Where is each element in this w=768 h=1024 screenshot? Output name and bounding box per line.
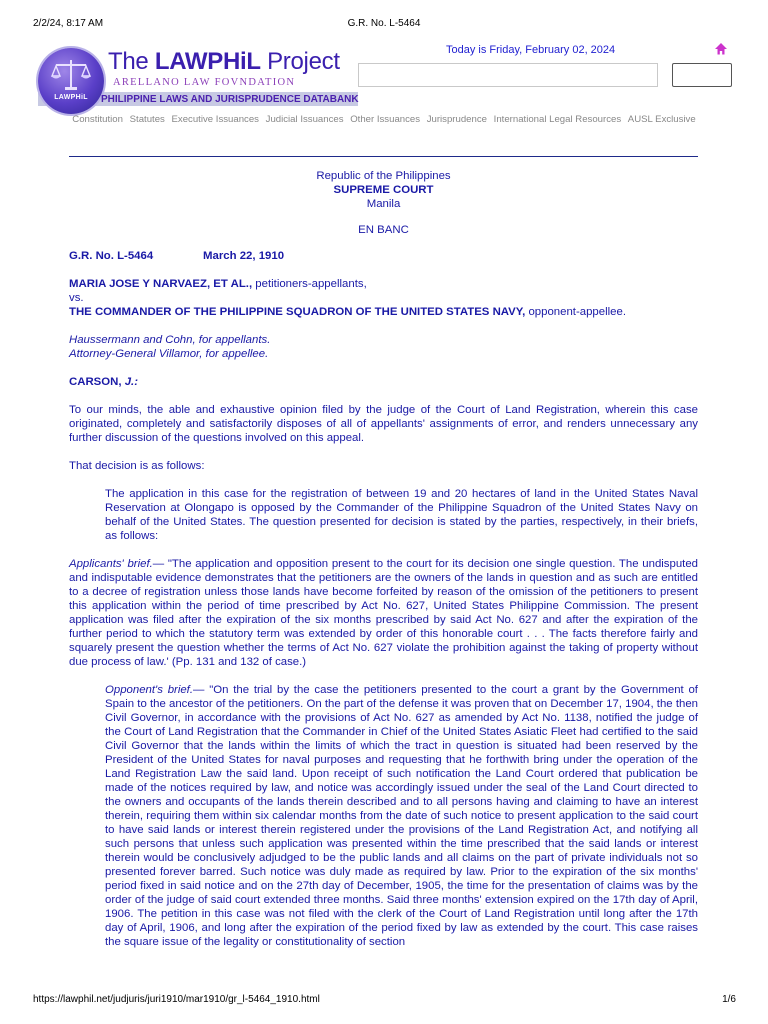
search-button[interactable]	[672, 63, 732, 87]
opponent-brief	[69, 683, 698, 949]
site-title-brand: LAWPHiL	[154, 48, 261, 75]
search-input[interactable]	[358, 63, 658, 87]
today-date: Today is Friday, February 02, 2024	[446, 44, 616, 56]
print-datetime: 2/2/24, 8:17 AM	[33, 18, 104, 29]
header-divider	[69, 156, 698, 157]
petitioner-line	[69, 277, 698, 291]
counsel-appellee: Attorney-General Villamor, for appellee.	[69, 348, 269, 360]
ponente	[69, 375, 698, 389]
paragraph-3: The application in this case for the registration of between 19 and 20 hectares of land in the United States Naval Reservation at Olongapo is opposed by the Commander of the Philippine Squadron of the United States Navy on behalf of the United States. The question presented for decision is stated by the parties, respectively, in their briefs, as follows:	[105, 488, 698, 542]
applicants-brief	[69, 557, 698, 669]
paragraph-1: To our minds, the able and exhaustive opinion filed by the judge of the Court of Land Registration, wherein this case originated, completely and satisfactorily disposes of all of appellants' assignments of error, and renders unnecessary any further discussion of the questions involved on this appeal.	[69, 404, 698, 444]
respondent-line	[69, 305, 698, 319]
respondent-role: opponent-appellee.	[525, 306, 626, 318]
nav-international-legal-resources[interactable]: International Legal Resources	[493, 114, 622, 125]
print-title: G.R. No. L-5464	[347, 18, 421, 29]
site-title	[108, 48, 340, 76]
site-logo[interactable]	[38, 42, 358, 112]
print-page-number: 1/6	[722, 994, 736, 1005]
petitioner-name: MARIA JOSE Y NARVAEZ, ET AL.,	[69, 278, 253, 290]
nav-executive-issuances[interactable]: Executive Issuances	[171, 114, 259, 125]
site-subtitle: ARELLANO LAW FOVNDATION	[113, 77, 296, 88]
logo-emblem	[38, 48, 104, 114]
division: EN BANC	[358, 224, 409, 236]
site-tagline: PHILIPPINE LAWS AND JURISPRUDENCE DATABANK	[101, 94, 359, 105]
logo-circle-label: LAWPHiL	[54, 94, 88, 101]
scales-of-justice-icon	[48, 56, 94, 94]
versus: vs.	[69, 292, 84, 304]
petitioner-role: petitioners-appellants,	[252, 278, 367, 290]
respondent-name: THE COMMANDER OF THE PHILIPPINE SQUADRON OF THE UNITED STATES NAVY,	[69, 306, 526, 318]
ponente-title: J.:	[124, 376, 138, 388]
nav-judicial-issuances[interactable]: Judicial Issuances	[265, 114, 344, 125]
site-title-prefix: The	[108, 48, 155, 75]
home-icon[interactable]	[714, 42, 728, 56]
site-title-suffix: Project	[260, 48, 340, 75]
republic-line: Republic of the Philippines	[316, 170, 451, 182]
nav-statutes[interactable]: Statutes	[129, 114, 165, 125]
main-nav	[0, 114, 768, 125]
decision-date: March 22, 1910	[203, 250, 285, 262]
nav-jurisprudence[interactable]: Jurisprudence	[426, 114, 487, 125]
court-name: SUPREME COURT	[333, 184, 434, 196]
applicants-brief-label: Applicants' brief.	[69, 558, 153, 570]
applicants-brief-text: — "The application and opposition present to the court for its decision one single question. The undisputed and indisputable evidence demonstrates that the petitioners are the owners of the lands in question and as such are entitled to a decree of registration unless those lands have become forfeited by reason of the omission of the petitioners to present this application within the period of time prescribed by Act No. 627, United States Philippine Commission. The present application was filed after the expiration of the six months prescribed by said Act No. 627 and after the expiration of the further period to which the statutory term was extended by order of this honorable court . . . The facts therefore fairly and squarely present the question whether the terms of Act No. 627 violate the prohibition against the taking of property without due process of law.' (Pp. 131 and 132 of case.)	[69, 558, 699, 668]
decision-document	[69, 169, 698, 949]
nav-constitution[interactable]: Constitution	[72, 114, 123, 125]
opponent-brief-label: Opponent's brief.	[105, 684, 194, 696]
nav-ausl-exclusive[interactable]: AUSL Exclusive	[627, 114, 696, 125]
ponente-name: CARSON,	[69, 376, 125, 388]
opponent-brief-text: — "On the trial by the case the petitioners presented to the court a grant by the Government of Spain to the ancestor of the petitioners. On the part of the defense it was proven that on December 17, 1904, the then Civil Governor, in accordance with the provisions of Act No. 627 as amended by Act No. 1138, notified the judge of the Court of Land Registration that the Commander in Chief of the United States Asiatic Fleet had certified to the said Civil Governor that the lands within the limits of which the tract in question is situated had been reserved by the President of the United States for naval purposes and requesting that he forthwith bring under the operation of the Land Registration Law the said land. Upon receipt of such notification the Land Court ordered that publication be made of the notices required by law, and notice was accordingly issued under the seal of the Land Court directed to the owners and occupants of the lands therein described and to all persons having and claiming to have an interest therein, requiring them within six calendar months from the date of such notice to present application to the said court to have said lands or interest therein registered under the provisions of the Land Registration Act, and notifying all such persons that unless such application was presented within the time prescribed that the said lands or interest therein would be conclusively adjudged to be the public lands and all claims on the part of private individuals not so presented forever barred. Such notice was duly made as required by law. Prior to the expiration of the six months' period fixed in said notice and on the 27th day of December, 1905, the time for the presentation of claims was by the order of the judge of said court extended three months. Said three months' extension expired on the 17th day of April, 1906. The petition in this case was not filed with the clerk of the Court of Land Registration until long after the 17th day of April, 1906, and long after the expiration of the period fixed by law as extended by the court. This case raises the square issue of the legality or constitutionality of section	[105, 684, 698, 948]
paragraph-2: That decision is as follows:	[69, 460, 205, 472]
gr-number: G.R. No. L-5464	[69, 250, 154, 262]
nav-other-issuances[interactable]: Other Issuances	[350, 114, 421, 125]
print-url: https://lawphil.net/judjuris/juri1910/mar1910/gr_l-5464_1910.html	[33, 994, 320, 1005]
case-heading	[69, 249, 698, 263]
counsel-appellants: Haussermann and Cohn, for appellants.	[69, 334, 271, 346]
court-city: Manila	[366, 198, 401, 210]
